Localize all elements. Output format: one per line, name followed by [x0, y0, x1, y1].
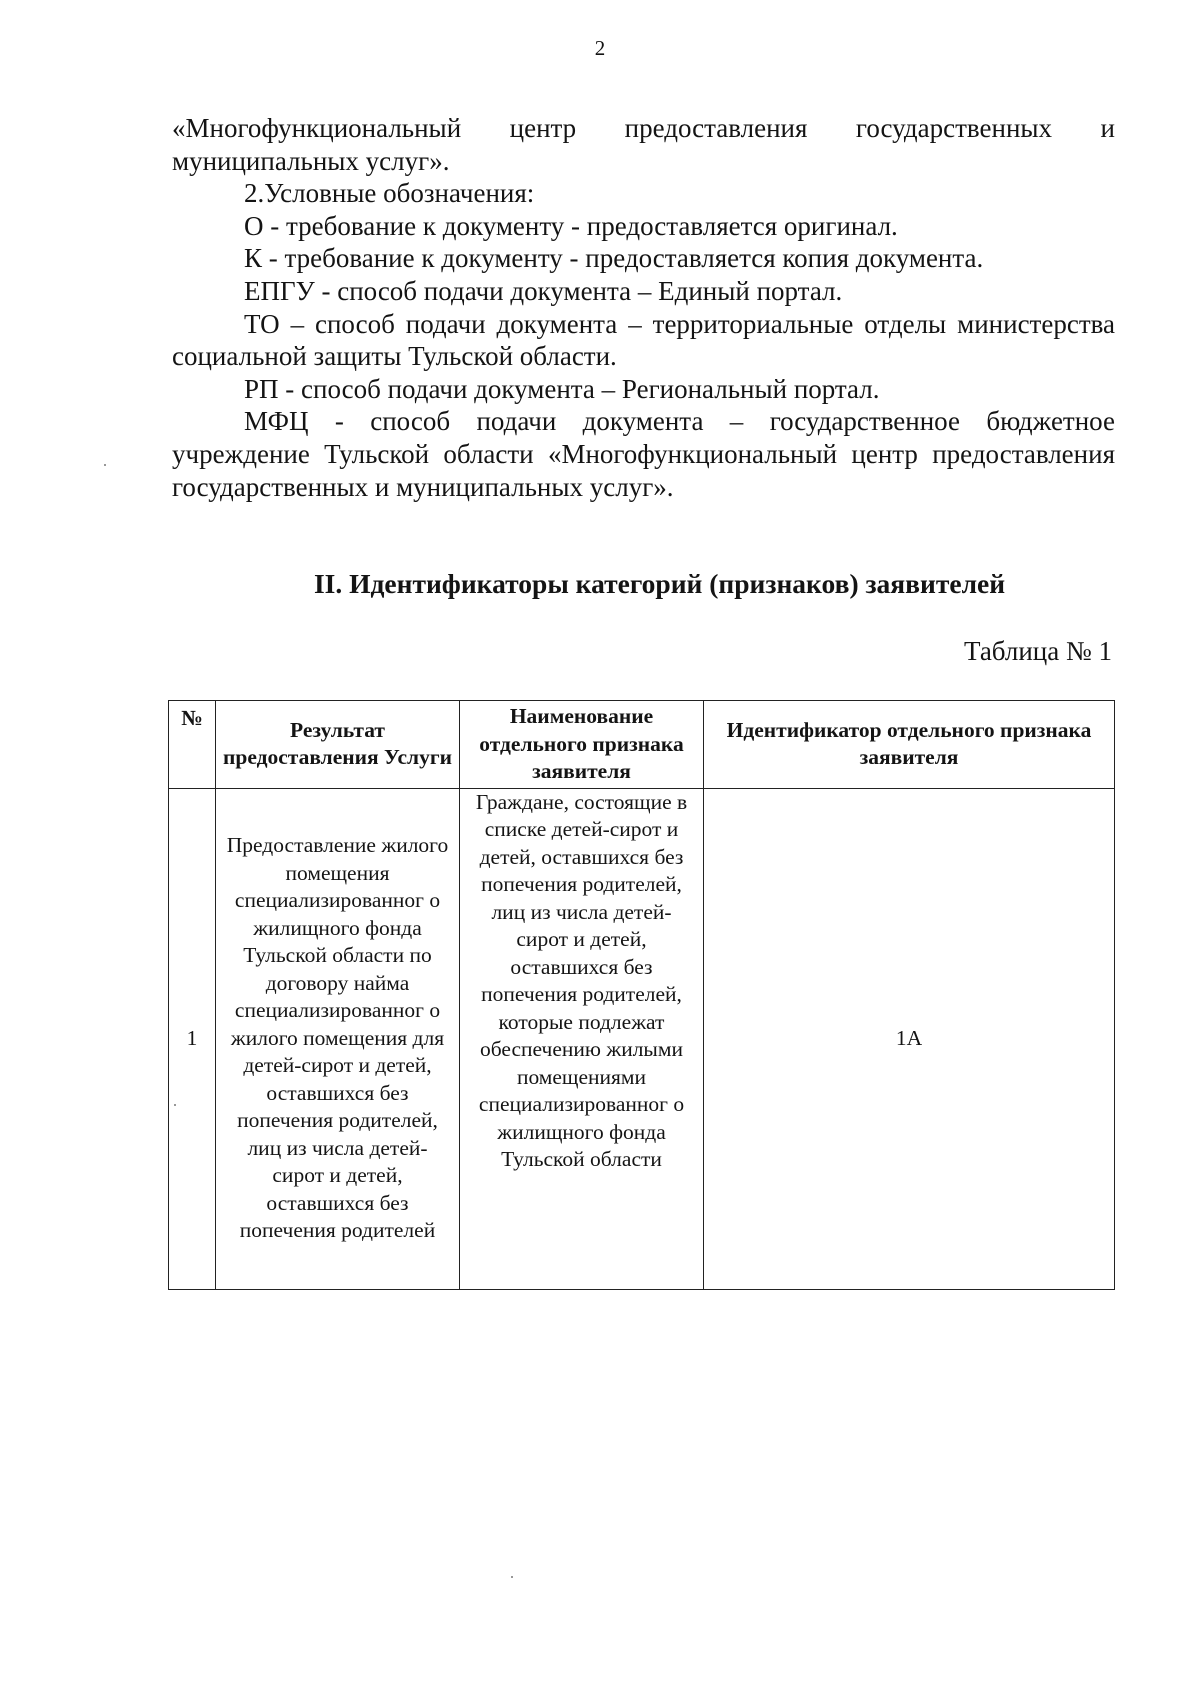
legend-item-original: О - требование к документу - предоставляется оригинал.: [244, 210, 898, 241]
legend-heading: 2.Условные обозначения:: [244, 178, 535, 209]
body-text: [172, 112, 1115, 503]
cell-name: Граждане, состоящие в списке детей-сирот и детей, оставшихся без попечения родителей, лиц из числа детей-сирот и детей, оставшихся без попечения родителей, которые подлежат обеспечению жилыми помещениями специализированног о жилищного фонда Тульской области: [460, 788, 704, 1289]
legend-item-rp: РП - способ подачи документа – Региональный портал.: [244, 373, 880, 404]
continuation-line-1: «Многофункциональный центр предоставления государственных и: [172, 113, 1115, 143]
applicant-categories-table: [168, 700, 1115, 1290]
page-number: 2: [594, 36, 606, 60]
legend-item-mfc: МФЦ - способ подачи документа – государственное бюджетное учреждение Тульской области «Многофункциональный центр предоставления государственных и муниципальных услуг».: [172, 406, 1115, 502]
cell-result: Предоставление жилого помещения специализированног о жилищного фонда Тульской области по договору найма специализированног о жилого помещения для детей-сирот и детей, оставшихся без попечения родителей, лиц из числа детей-сирот и детей, оставшихся без попечения родителей: [216, 788, 460, 1289]
table-caption: Таблица № 1: [964, 636, 1112, 666]
section-heading: II. Идентификаторы категорий (признаков) заявителей: [313, 568, 1006, 599]
scan-speck: [174, 1104, 176, 1106]
header-result: Результат предоставления Услуги: [216, 701, 460, 789]
continuation-line-2: муниципальных услуг».: [172, 145, 450, 176]
legend-item-epgu: ЕПГУ - способ подачи документа – Единый портал.: [244, 275, 843, 306]
table-header-row: [169, 701, 1115, 789]
header-number: №: [169, 701, 216, 789]
cell-number: 1: [169, 788, 216, 1289]
legend-item-copy: К - требование к документу - предоставляется копия документа.: [244, 243, 984, 274]
header-identifier: Идентификатор отдельного признака заявителя: [704, 701, 1115, 789]
scan-speck: [104, 464, 106, 466]
cell-identifier: 1А: [704, 788, 1115, 1289]
header-name: Наименование отдельного признака заявителя: [460, 701, 704, 789]
table-row: [169, 788, 1115, 1289]
scan-speck: [511, 1576, 513, 1578]
legend-item-to: ТО – способ подачи документа – территориальные отделы министерства социальной защиты Тульской области.: [172, 308, 1115, 372]
